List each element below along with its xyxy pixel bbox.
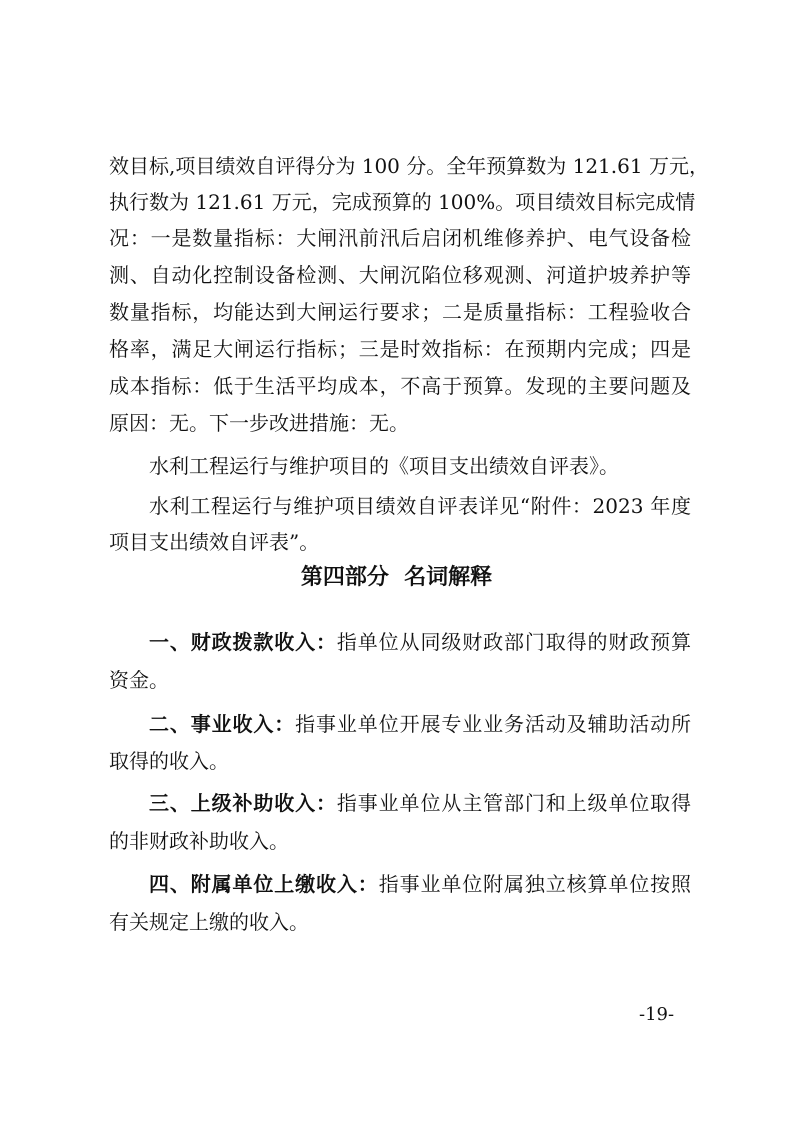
definition-term: 二、事业收入： [149,712,296,736]
definition-text: 指事业单位从主管部门和上级单位取得 [336,791,692,815]
paragraph-line: 数量指标，均能达到大闸运行要求；二是质量指标：工程验收合 [109,300,691,324]
definition-term: 三、上级补助收入： [149,791,337,815]
definition-text: 指事业单位开展专业业务活动及辅助活动所 [295,712,692,736]
paragraph-line: 执行数为 121.61 万元，完成预算的 100%。项目绩效目标完成情 [109,190,696,214]
paragraph-line: 水利工程运行与维护项目绩效自评表详见“附件：2023 年度 [149,494,691,518]
definition-text: 指事业单位附属独立核算单位按照 [378,872,692,896]
page-number: -19- [639,1004,675,1025]
definition-first-line [149,712,691,736]
definition-second-line: 取得的收入。 [109,749,229,773]
definition-second-line: 有关规定上缴的收入。 [109,910,309,934]
definition-text: 指单位从同级财政部门取得的财政预算 [336,630,692,654]
self-evaluation-table-paragraph: 水利工程运行与维护项目的《项目支出绩效自评表》。 [149,454,619,478]
definition-term: 四、附属单位上缴收入： [149,872,379,896]
paragraph-line: 测、自动化控制设备检测、大闸沉陷位移观测、河道护坡养护等 [109,263,691,287]
definition-first-line [149,630,691,654]
definition-second-line: 资金。 [109,668,169,692]
paragraph-line: 格率，满足大闸运行指标；三是时效指标：在预期内完成；四是 [109,337,691,361]
definition-term: 一、财政拨款收入： [149,630,337,654]
definition-second-line: 的非财政补助收入。 [109,829,289,853]
paragraph-line: 成本指标：低于生活平均成本，不高于预算。发现的主要问题及 [109,374,691,398]
paragraph-line: 效目标,项目绩效自评得分为 100 分。全年预算数为 121.61 万元， [109,154,709,178]
definition-first-line [149,872,691,896]
paragraph-line: 项目支出绩效自评表”。 [109,530,320,554]
definition-first-line [149,791,691,815]
paragraph-line: 况：一是数量指标：大闸汛前汛后启闭机维修养护、电气设备检 [109,226,691,250]
section-heading: 第四部分 名词解释 [300,564,493,590]
paragraph-line: 原因：无。下一步改进措施：无。 [109,411,409,435]
